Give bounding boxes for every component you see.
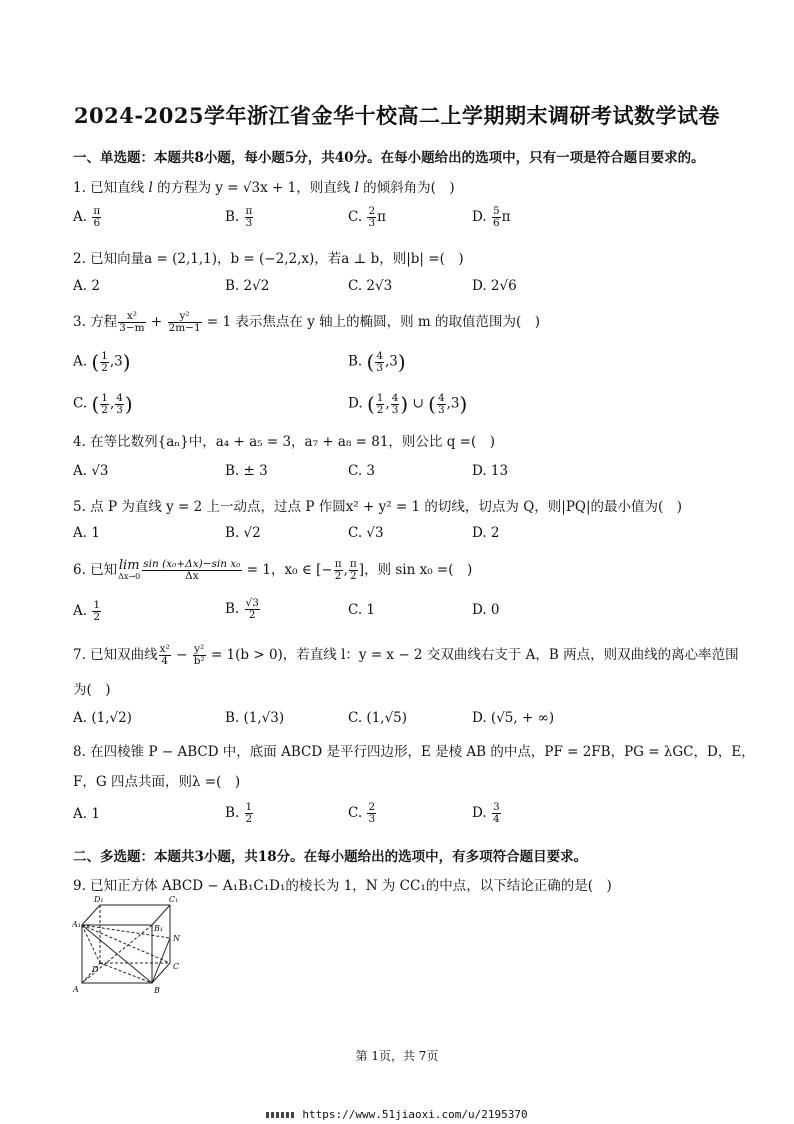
q7-option-d: D. (√5, + ∞) (472, 710, 555, 726)
q7-option-a: A. (1,√2) (73, 710, 132, 726)
label-n: N (173, 934, 180, 943)
label-a1: A₁ (72, 920, 81, 929)
section-2-heading: 二、多选题：本题共3小题，共18分。在每小题给出的选项中，有多项符合题目要求。 (73, 849, 588, 865)
q1-option-b: B. $\frac{\pi}{3}$ (225, 205, 253, 229)
label-b1: B₁ (154, 924, 164, 933)
q3-option-a: A. ( $\frac{1}{2}$ ,3) (73, 349, 131, 374)
question-8-stem-cont: F，G 四点共面，则λ =( ) (73, 774, 241, 790)
q5-option-b: B. √2 (225, 525, 261, 541)
question-9-stem: 9. 已知正方体 ABCD − A₁B₁C₁D₁的棱长为 1，N 为 CC₁的中点，以下结论正确的是( ) (73, 878, 612, 894)
q6-option-a: A. $\frac{1}{2}$ (73, 599, 101, 623)
q5-option-a: A. 1 (73, 525, 100, 541)
question-1-stem: 1. 已知直线 l 的方程为 y = √3x + 1，则直线 l 的倾斜角为( ) (73, 180, 455, 196)
q4-option-b: B. ± 3 (225, 463, 268, 479)
q1-option-d: D. $\frac{5}{6}$ π (472, 205, 511, 229)
question-4-stem: 4. 在等比数列{aₙ}中，a₄ + a₅ = 3，a₇ + a₈ = 81，则公比 q =( ) (73, 434, 495, 450)
question-2-stem: 2. 已知向量a = (2,1,1)，b = (−2,2,x)，若a ⊥ b，则|b| =( ) (73, 251, 464, 267)
label-b: B (154, 986, 160, 995)
q5-option-d: D. 2 (472, 525, 500, 541)
q7-option-c: C. (1,√5) (348, 710, 408, 726)
question-8-stem: 8. 在四棱锥 P − ABCD 中，底面 ABCD 是平行四边形，E 是棱 AB 的中点，PF = 2FB，PG = λGC，D，E， (73, 744, 755, 760)
watermark-logo (266, 1112, 296, 1118)
question-7-stem-cont: 为( ) (73, 682, 111, 698)
watermark: https://www.51jiaoxi.com/u/2195370 (0, 1108, 794, 1121)
q4-option-a: A. √3 (73, 463, 109, 479)
question-7-stem: 7. 已知双曲线 $\frac{\text{x²}}{4}$ − $\frac{\text{y²}}{\text{b²}}$ = 1(b > 0)，若直线 l：y = x − 2 交双曲线右支于 A，B 两点，则双曲线的离心率范围 (73, 643, 739, 667)
q2-option-c: C. 2√3 (348, 278, 393, 294)
q8-option-d: D. $\frac{3}{4}$ (472, 801, 500, 825)
q7-option-b: B. (1,√3) (225, 710, 285, 726)
q8-option-b: B. $\frac{1}{2}$ (225, 801, 253, 825)
q3-option-d: D. ( $\frac{1}{2}$ , $\frac{4}{3}$ ) ∪ ( $\frac{4}{3}$ ,3) (348, 391, 468, 416)
page-title: 2024-2025学年浙江省金华十校高二上学期期末调研考试数学试卷 (73, 103, 721, 128)
q8-option-a: A. 1 (73, 806, 100, 822)
label-c1: C₁ (169, 895, 179, 904)
q1-option-a: A. $\frac{\pi}{6}$ (73, 205, 101, 229)
cube-diagram (72, 893, 192, 998)
q4-option-c: C. 3 (348, 463, 376, 479)
q2-option-d: D. 2√6 (472, 278, 517, 294)
section-1-heading: 一、单选题：本题共8小题，每小题5分，共40分。在每小题给出的选项中，只有一项是符合题目要求的。 (73, 150, 705, 166)
q2-option-b: B. 2√2 (225, 278, 270, 294)
q3-option-b: B. ( $\frac{4}{3}$ ,3) (348, 349, 406, 374)
q2-option-a: A. 2 (73, 278, 100, 294)
label-c: C (173, 962, 180, 971)
page-footer: 第 1页，共 7页 (355, 1049, 439, 1063)
q6-option-d: D. 0 (472, 602, 500, 618)
label-a: A (73, 985, 79, 994)
question-6-stem: 6. 已知 lim Δx→0 $\frac{\text{sin (x₀+Δx)−sin x₀}}{\Delta x}$ = 1，x₀ ∈ [− $\frac{\pi}{2}$ , $\frac{\pi}{2}$ ]，则 sin x₀ =( ) (73, 557, 473, 582)
q6-option-b: B. $\frac{√3}{2}$ (225, 597, 259, 621)
label-d1: D₁ (94, 895, 104, 904)
question-5-stem: 5. 点 P 为直线 y = 2 上一动点，过点 P 作圆x² + y² = 1 的切线，切点为 Q，则|PQ|的最小值为( ) (73, 499, 683, 515)
q6-option-c: C. 1 (348, 602, 376, 618)
q4-option-d: D. 13 (472, 463, 509, 479)
q8-option-c: C. $\frac{2}{3}$ (348, 801, 376, 825)
question-3-stem: 3. 方程 $\frac{\text{x²}}{3-m}$ + $\frac{\text{y²}}{2m-1}$ = 1 表示焦点在 y 轴上的椭圆，则 m 的取值范围为( ) (73, 310, 541, 334)
label-d: D (92, 965, 99, 974)
q5-option-c: C. √3 (348, 525, 384, 541)
q1-option-c: C. $\frac{2}{3}$ π (348, 205, 386, 229)
q3-option-c: C. ( $\frac{1}{2}$ , $\frac{4}{3}$ ) (73, 391, 133, 416)
